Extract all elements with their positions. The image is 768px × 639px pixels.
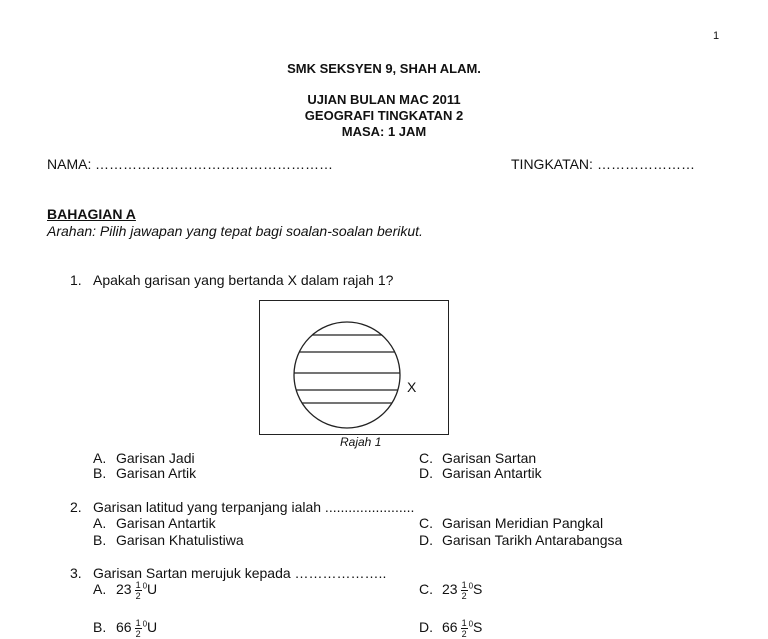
figure-rajah-1 [259,300,449,435]
option-letter: B. [93,465,107,481]
duration: MASA: 1 JAM [341,124,427,139]
q2-option-c [419,515,603,531]
fraction-numerator: 1 [461,580,467,590]
fraction-denominator: 2 [461,629,467,639]
direction: U [147,619,158,636]
tingkatan-field: ………………… [597,156,695,172]
option-whole: 66 [116,619,132,636]
degree-mark: 0 [468,619,474,629]
school-name: SMK SEKSYEN 9, SHAH ALAM. [287,61,481,76]
fraction-numerator: 1 [135,580,141,590]
figure-caption: Rajah 1 [340,435,382,449]
question-1-text: Apakah garisan yang bertanda X dalam rajah 1? [93,272,394,288]
q3-option-a [93,580,157,601]
degree-mark: 0 [142,581,148,591]
option-letter: D. [419,619,433,636]
q2-option-b [93,532,244,548]
fraction-numerator: 1 [461,618,467,628]
option-text: Garisan Sartan [442,450,537,466]
option-whole: 66 [442,619,458,636]
q2-option-a [93,515,216,531]
fraction-numerator: 1 [135,618,141,628]
question-3-number: 3. [70,565,82,581]
option-text: Garisan Meridian Pangkal [442,515,604,531]
fraction-denominator: 2 [135,629,141,639]
option-letter: A. [93,581,107,598]
q1-option-d [419,465,542,481]
q1-option-a [93,450,195,466]
nama-field: …………………………………………… [95,156,333,172]
fraction-denominator: 2 [461,591,467,601]
option-letter: A. [93,515,107,531]
direction: U [147,581,158,598]
question-3-text: Garisan Sartan merujuk kepada ……………….. [93,565,387,581]
option-whole: 23 [442,581,458,598]
tingkatan-label: TINGKATAN: [511,156,593,172]
direction: S [473,581,483,598]
option-letter: C. [419,515,433,531]
fraction-denominator: 2 [135,591,141,601]
question-2-text: Garisan latitud yang terpanjang ialah ....................... [93,499,415,515]
page-number: 1 [713,30,720,42]
option-letter: D. [419,465,433,481]
figure-marker-x: X [407,379,417,395]
direction: S [473,619,483,636]
q3-option-b [93,618,157,639]
option-text: Garisan Jadi [116,450,195,466]
fraction [135,618,142,639]
q2-option-d [419,532,622,548]
option-text: Garisan Artik [116,465,197,481]
nama-label: NAMA: [47,156,92,172]
option-text: Garisan Antartik [116,515,216,531]
question-2-number: 2. [70,499,82,515]
option-text: Garisan Antartik [442,465,542,481]
q1-option-c [419,450,536,466]
degree-mark: 0 [142,619,148,629]
degree-mark: 0 [468,581,474,591]
subject-title: GEOGRAFI TINGKATAN 2 [304,108,464,123]
question-1-number: 1. [70,272,82,288]
fraction [461,618,468,639]
q3-option-c [419,580,482,601]
option-text: Garisan Khatulistiwa [116,532,244,548]
section-instruction: Arahan: Pilih jawapan yang tepat bagi soalan-soalan berikut. [47,223,423,239]
option-letter: B. [93,619,107,636]
globe-outline [294,322,400,428]
section-title: BAHAGIAN A [47,206,136,222]
fraction [461,580,468,601]
option-letter: D. [419,532,433,548]
q1-option-b [93,465,196,481]
option-letter: A. [93,450,107,466]
q3-option-d [419,618,482,639]
option-letter: C. [419,581,433,598]
option-whole: 23 [116,581,132,598]
exam-title: UJIAN BULAN MAC 2011 [307,92,461,107]
option-letter: B. [93,532,107,548]
option-text: Garisan Tarikh Antarabangsa [442,532,623,548]
globe-diagram [260,301,448,434]
option-letter: C. [419,450,433,466]
fraction [135,580,142,601]
